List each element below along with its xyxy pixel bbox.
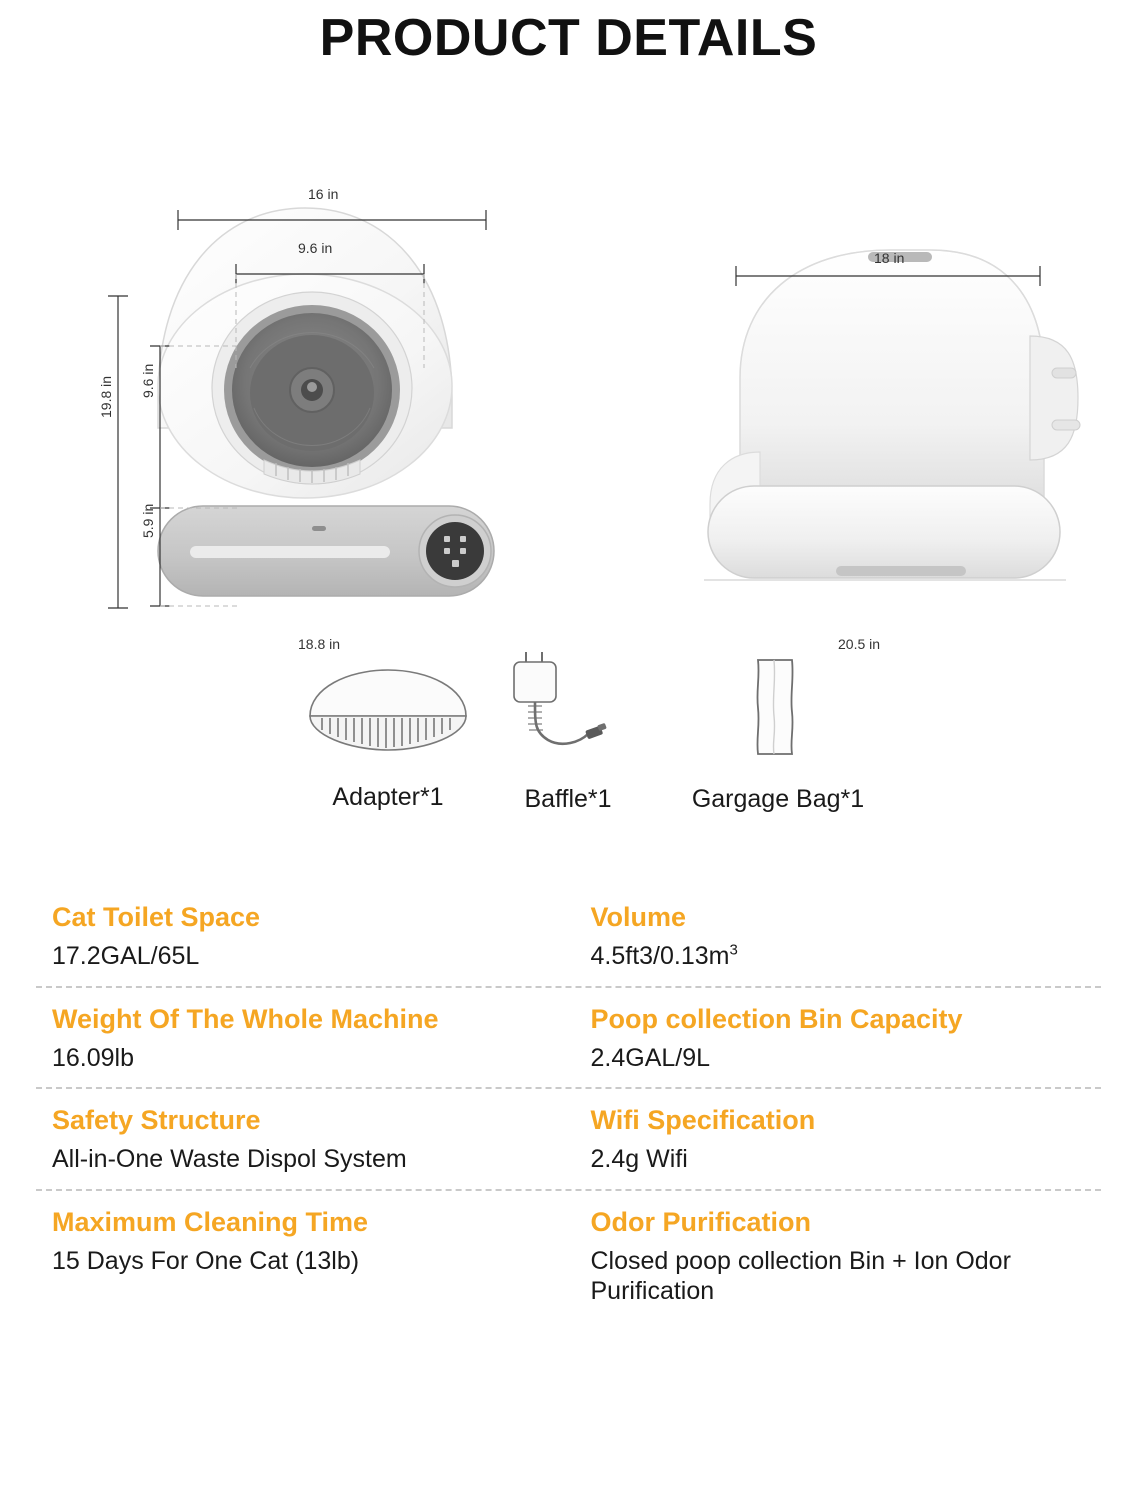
spec-value: 15 Days For One Cat (13lb) bbox=[52, 1246, 360, 1275]
spec-value: 16.09lb bbox=[52, 1043, 135, 1072]
spec-title: Cat Toilet Space bbox=[52, 902, 261, 932]
dim-front-left-outer: 19.8 in bbox=[98, 375, 114, 418]
dim-front-top-inner: 9.6 in bbox=[298, 240, 333, 256]
spec-row bbox=[36, 1089, 1101, 1191]
spec-title: Weight Of The Whole Machine bbox=[52, 1003, 439, 1034]
spec-title: Poop collection Bin Capacity bbox=[590, 1003, 963, 1034]
accessory-garbage-bag bbox=[668, 646, 888, 814]
dim-front-left-inner-upper: 9.6 in bbox=[140, 363, 156, 398]
spec-cell-volume bbox=[569, 902, 1102, 972]
dim-front-top-outer: 16 in bbox=[308, 186, 339, 202]
accessories-row bbox=[0, 638, 1137, 858]
dim-side-top: 18 in bbox=[874, 250, 905, 266]
spec-cell-cleaning-time bbox=[36, 1207, 569, 1307]
spec-title: Maximum Cleaning Time bbox=[52, 1206, 369, 1237]
spec-value-text: 4.5ft3/0.13m bbox=[590, 942, 730, 971]
front-view-diagram bbox=[40, 68, 560, 652]
specifications-table bbox=[36, 886, 1101, 1321]
side-view-illustration bbox=[600, 68, 1120, 628]
page-title: PRODUCT DETAILS bbox=[319, 9, 818, 67]
accessory-label-garbage-bag: Gargage Bag*1 bbox=[691, 785, 865, 813]
spec-title: Odor Purification bbox=[590, 1206, 812, 1237]
baffle-icon bbox=[488, 646, 648, 770]
spec-cell-bin-capacity bbox=[569, 1004, 1102, 1074]
accessory-label-baffle: Baffle*1 bbox=[524, 785, 612, 813]
spec-row bbox=[36, 886, 1101, 988]
spec-value: 2.4GAL/9L bbox=[590, 1043, 711, 1072]
spec-row bbox=[36, 988, 1101, 1090]
spec-value: All-in-One Waste Dispol System bbox=[52, 1145, 407, 1174]
spec-value-superscript: 3 bbox=[729, 941, 738, 959]
dim-side-bottom: 20.5 in bbox=[838, 636, 881, 652]
accessory-label-adapter: Adapter*1 bbox=[332, 783, 444, 811]
accessory-adapter bbox=[288, 658, 488, 812]
product-diagrams bbox=[0, 68, 1137, 652]
dim-front-bottom: 18.8 in bbox=[298, 636, 341, 652]
accessory-baffle bbox=[478, 646, 658, 814]
spec-title: Safety Structure bbox=[52, 1105, 261, 1136]
spec-title: Wifi Specification bbox=[590, 1105, 816, 1136]
spec-cell-cat-toilet-space bbox=[36, 902, 569, 972]
spec-row bbox=[36, 1191, 1101, 1321]
side-view-diagram bbox=[600, 68, 1120, 652]
adapter-icon bbox=[298, 658, 478, 768]
spec-value: 17.2GAL/65L bbox=[52, 942, 200, 971]
garbage-bag-icon bbox=[718, 646, 838, 770]
spec-cell-odor-purification bbox=[569, 1207, 1102, 1307]
spec-value bbox=[591, 941, 1102, 972]
dim-front-left-inner-lower: 5.9 in bbox=[140, 503, 156, 538]
spec-title: Volume bbox=[590, 902, 687, 932]
spec-value: 2.4g Wifi bbox=[590, 1145, 688, 1174]
spec-cell-weight bbox=[36, 1004, 569, 1074]
front-view-illustration bbox=[40, 68, 560, 628]
spec-cell-safety-structure bbox=[36, 1105, 569, 1175]
spec-cell-wifi bbox=[569, 1105, 1102, 1175]
spec-value: Closed poop collection Bin + Ion Odor Purification bbox=[590, 1246, 1011, 1306]
